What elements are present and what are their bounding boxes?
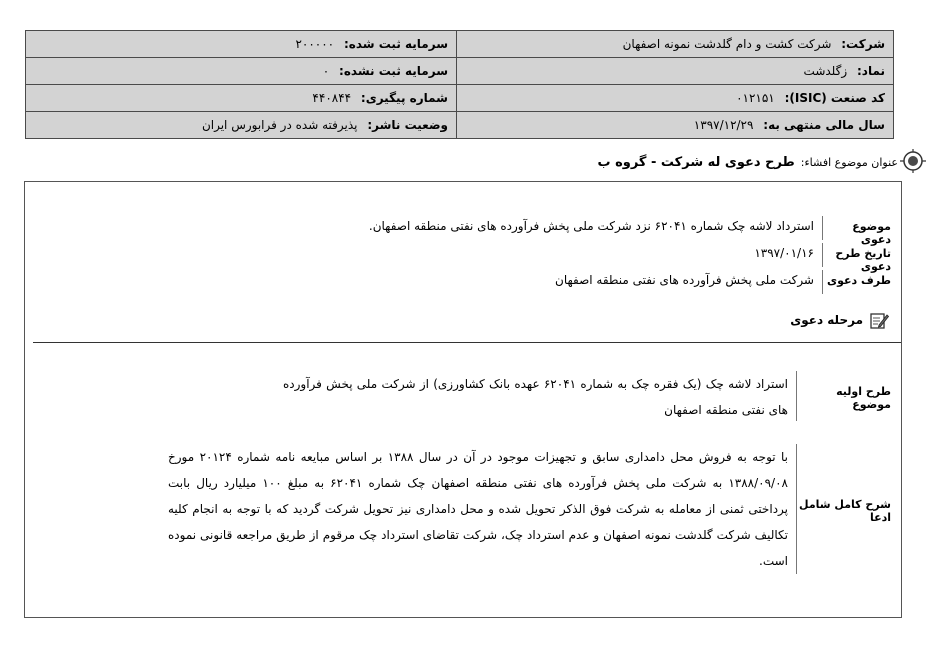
tracking-cell (26, 85, 457, 112)
capital-registered-label: سرمایه ثبت شده: (343, 37, 448, 51)
capital-registered-value: ۲۰۰۰۰۰ (295, 37, 335, 51)
date-value: ۱۳۹۷/۰۱/۱۶ (754, 246, 814, 260)
date-row (41, 243, 901, 273)
company-value: شرکت کشت و دام گلدشت نمونه اصفهان (622, 37, 832, 51)
isic-value: ۰۱۲۱۵۱ (736, 91, 775, 105)
row-divider (822, 243, 823, 267)
symbol-value: زگلدشت (803, 64, 848, 78)
isic-cell (457, 85, 894, 112)
subject-value: استرداد لاشه چک شماره ۶۲۰۴۱ نزد شرکت ملی پخش فرآورده های نفتی منطقه اصفهان. (368, 219, 814, 233)
row-divider (822, 270, 823, 294)
edit-document-icon (869, 310, 889, 330)
info-row (26, 112, 894, 139)
row-divider (796, 444, 797, 574)
subject-label: موضوع دعوی (852, 220, 891, 246)
stage-header (790, 310, 889, 330)
publisher-status-label: وضعیت ناشر: (367, 118, 448, 132)
row-divider (796, 371, 797, 421)
symbol-cell (457, 58, 894, 85)
isic-label: کد صنعت (ISIC): (784, 91, 885, 105)
capital-unregistered-value: ۰ (322, 64, 330, 78)
symbol-label: نماد: (856, 64, 885, 78)
subject-row (41, 216, 901, 246)
capital-registered-cell (26, 31, 457, 58)
capital-unregistered-cell (26, 58, 457, 85)
fiscal-year-value: ۱۳۹۷/۱۲/۲۹ (693, 118, 754, 132)
publisher-status-cell (26, 112, 457, 139)
company-label: شرکت: (841, 37, 885, 51)
initial-subject-label: طرح اولیه موضوع (836, 385, 891, 411)
topic-header (597, 150, 898, 174)
case-details-box (24, 181, 902, 618)
tracking-label: شماره پیگیری: (360, 91, 448, 105)
party-label: طرف دعوی (827, 274, 891, 287)
stage-title: مرحله دعوی (790, 313, 863, 327)
capital-unregistered-label: سرمایه ثبت نشده: (339, 64, 448, 78)
topic-title: طرح دعوی له شرکت - گروه ب (597, 154, 795, 170)
topic-prefix: عنوان موضوع افشاء: (800, 155, 898, 169)
info-row (26, 58, 894, 85)
row-divider (822, 216, 823, 240)
company-info-table (25, 30, 894, 139)
publisher-status-value: پذیرفته شده در فرابورس ایران (201, 118, 358, 132)
full-description-label: شرح کامل شامل ادعا (799, 498, 891, 524)
target-icon (900, 148, 926, 174)
info-row (26, 31, 894, 58)
fiscal-year-label: سال مالی منتهی به: (763, 118, 885, 132)
full-description-row (91, 444, 901, 574)
date-label: تاریخ طرح دعوی (835, 247, 891, 273)
party-value: شرکت ملی پخش فرآورده های نفتی منطقه اصفهان (555, 273, 814, 287)
info-row (26, 85, 894, 112)
party-row (41, 270, 901, 294)
company-cell (457, 31, 894, 58)
full-description-value: با توجه به فروش محل دامداری سابق و تجهیزات موجود در آن در سال ۱۳۸۸ بر اساس مبایعه نامه شماره ۲۰۱۲۴ مورخ ۱۳۸۸/۰۹/۰۸ به شرکت ملی پخش فرآورده های نفتی منطقه اصفهان چک شماره ۶۲۰۴۱ به مبلغ ۱۰۰ میلیارد ریال بابت پرداختی ثمنی از معامله به شرکت فوق الذکر تحویل شده و محل دامداری نیز تحویل شرکت گردید که با توجه به انجام کلیه تکالیف شرکت گلدشت نمونه اصفهان و عدم استرداد چک، شرکت تقاضای استرداد چک مرقوم از طریق مراجعه قانونی نموده است. (168, 450, 789, 568)
initial-subject-row (91, 371, 901, 423)
section-divider (33, 342, 901, 343)
fiscal-year-cell (457, 112, 894, 139)
tracking-value: ۴۴۰۸۴۴ (312, 91, 352, 105)
initial-subject-value: استراد لاشه چک (یک فقره چک به شماره ۶۲۰۴۱ عهده بانک کشاورزی) از شرکت ملی پخش فرآورده های نفتی منطقه اصفهان (283, 377, 788, 417)
